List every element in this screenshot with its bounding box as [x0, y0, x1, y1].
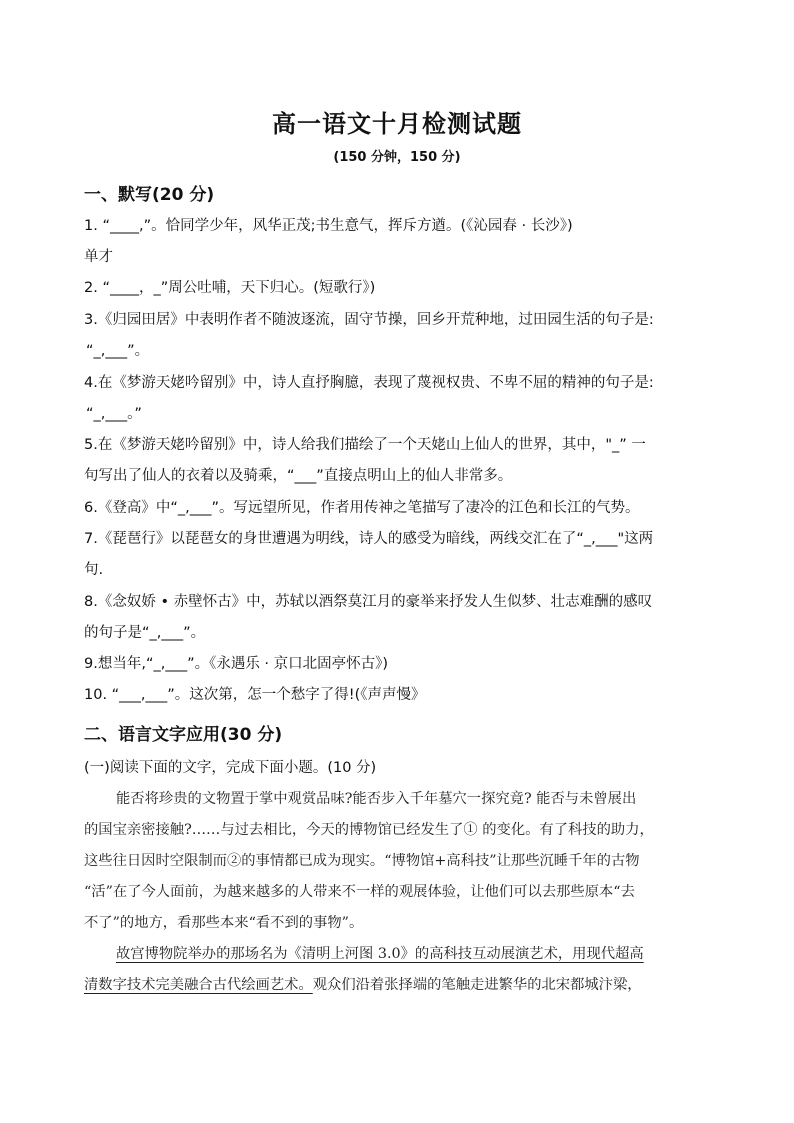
question-8: 8.《念奴娇 • 赤壁怀古》中，苏轼以酒祭莫江月的豪举来抒发人生似梦、壮志难酬的感叹 — [84, 594, 653, 610]
passage-line: 不了”的地方，看那些本来“看不到的事物”。 — [84, 915, 364, 931]
question-3: 3.《归园田居》中表明作者不随波逐流，固守节操，回乡开荒种地，过田园生活的句子是: — [84, 312, 654, 328]
section-heading-language: 二、语言文字应用(30 分) — [84, 725, 283, 745]
passage-line-rest: 观众们沿着张择端的笔触走进繁华的北宋都城汴梁， — [312, 977, 642, 993]
stray-text: 单才 — [84, 249, 113, 265]
question-3-blank: “_,___”。 — [86, 343, 150, 359]
question-10: 10. “___,___”。这次第，怎一个愁字了得!(《声声慢》 — [84, 687, 426, 703]
passage-line — [84, 975, 720, 995]
passage-line: 的国宝亲密接触?……与过去相比，今天的博物馆已经发生了① 的变化。有了科技的助力， — [84, 822, 654, 838]
question-9: 9.想当年,“_,___”。《永遇乐 · 京口北固亭怀古》) — [84, 656, 389, 672]
passage-line: 这些往日因时空限制而②的事情都已成为现实。“博物馆+高科技”让那些沉睡千年的古物 — [84, 853, 640, 869]
question-5: 5.在《梦游天姥吟留别》中，诗人给我们描绘了一个天姥山上仙人的世界，其中，"_” 一 — [84, 437, 646, 453]
question-8-cont: 的句子是“_,___”。 — [84, 625, 206, 641]
passage-underlined-sentence: 故宫博物院举办的那场名为《清明上河图 3.0》的高科技互动展演艺术，用现代超高 — [116, 946, 644, 962]
question-6: 6.《登高》中“_,___”。写远望所见，作者用传神之笔描写了凄冷的江色和长江的气势。 — [84, 500, 640, 516]
passage-underlined-end: 清数字技术完美融合古代绘画艺术。 — [84, 977, 313, 993]
passage-line: “活”在了今人面前，为越来越多的人带来不一样的观展体验，让他们可以去那些原本“去 — [84, 884, 635, 900]
question-1: 1. “____,”。恰同学少年，风华正茂;书生意气，挥斥方遒。(《沁园春 · 长沙》) — [84, 218, 573, 234]
question-4: 4.在《梦游天姥吟留别》中，诗人直抒胸臆，表现了蔑视权贵、不卑不屈的精神的句子是: — [84, 375, 654, 391]
question-4-blank: “_,___。” — [86, 406, 142, 422]
subsection-instruction: (一)阅读下面的文字，完成下面小题。(10 分) — [84, 760, 377, 776]
question-7: 7.《琵琶行》以琵琶女的身世遭遇为明线，诗人的感受为暗线，两线交汇在了“_,___"这两 — [84, 531, 654, 547]
page-title: 高一语文十月检测试题 — [272, 110, 522, 138]
question-2: 2. “____，_”周公吐哺，天下归心。(短歌行》) — [84, 280, 376, 296]
section-heading-dictation: 一、默写(20 分) — [84, 185, 215, 205]
question-7-cont: 句. — [84, 562, 104, 578]
page-subtitle: (150 分钟，150 分) — [333, 150, 461, 165]
question-5-cont: 句写出了仙人的衣着以及骑乘，“___”直接点明山上的仙人非常多。 — [84, 468, 513, 484]
passage-line: 能否将珍贵的文物置于掌中观赏品味?能否步入千年墓穴一探究竟? 能否与未曾展出 — [116, 791, 637, 807]
